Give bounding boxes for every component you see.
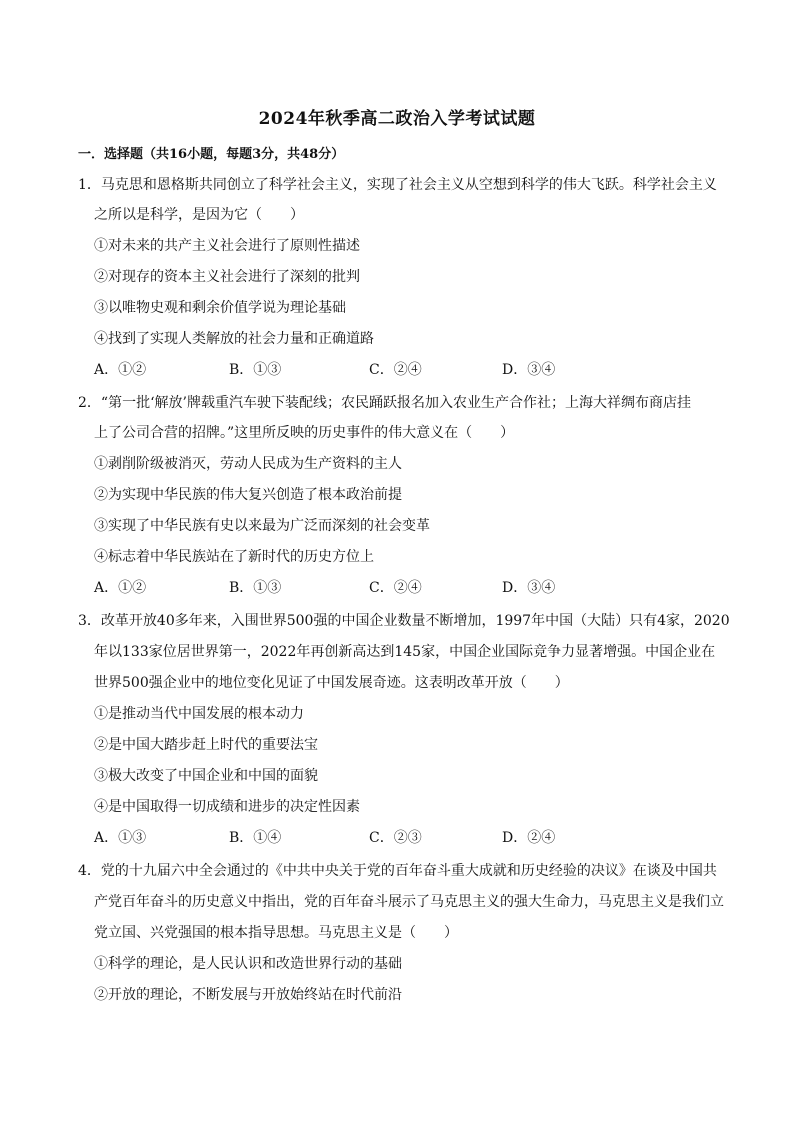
question-2-option-1: ①剥削阶级被消灭，劳动人民成为生产资料的主人 bbox=[94, 456, 402, 472]
question-1-choice-d: D．③④ bbox=[502, 362, 556, 378]
section-heading: 一．选择题（共16小题，每题3分，共48分） bbox=[78, 147, 345, 162]
question-1-option-3: ③以唯物史观和剩余价值学说为理论基础 bbox=[94, 300, 346, 316]
question-1-option-1: ①对未来的共产主义社会进行了原则性描述 bbox=[94, 238, 360, 254]
exam-title: 2024年秋季高二政治入学考试试题 bbox=[258, 109, 536, 129]
question-1-option-4: ④找到了实现人类解放的社会力量和正确道路 bbox=[94, 331, 374, 347]
question-3-choice-c: C．②③ bbox=[369, 830, 422, 846]
question-1-choice-c: C．②④ bbox=[369, 362, 422, 378]
question-3-stem-line-1: 3．改革开放40多年来，入围世界500强的中国企业数量不断增加，1997年中国（大陆）只有4家，2020 bbox=[78, 613, 730, 629]
question-4-option-2: ②开放的理论，不断发展与开放始终站在时代前沿 bbox=[94, 987, 402, 1003]
question-1-option-2: ②对现存的资本主义社会进行了深刻的批判 bbox=[94, 269, 360, 285]
question-3-stem-line-2: 年以133家位居世界第一，2022年再创新高达到145家，中国企业国际竞争力显著增强。中国企业在 bbox=[94, 644, 716, 660]
question-3-choice-b: B．①④ bbox=[229, 830, 282, 846]
question-3-option-1: ①是推动当代中国发展的根本动力 bbox=[94, 706, 304, 722]
question-3-option-3: ③极大改变了中国企业和中国的面貌 bbox=[94, 768, 318, 784]
question-2-choice-a: A．①② bbox=[94, 580, 147, 596]
question-3-choice-a: A．①③ bbox=[94, 830, 147, 846]
question-4-stem-line-1: 4．党的十九届六中全会通过的《中共中央关于党的百年奋斗重大成就和历史经验的决议》在谈及中国共 bbox=[78, 863, 717, 879]
question-2-option-3: ③实现了中华民族有史以来最为广泛而深刻的社会变革 bbox=[94, 518, 430, 534]
question-4-option-1: ①科学的理论，是人民认识和改造世界行动的基础 bbox=[94, 956, 402, 972]
question-3-stem-line-3: 世界500强企业中的地位变化见证了中国发展奇迹。这表明改革开放（ ） bbox=[94, 675, 569, 691]
question-4-stem-line-3: 党立国、兴党强国的根本指导思想。马克思主义是（ ） bbox=[94, 925, 458, 941]
question-1-stem-line-2: 之所以是科学，是因为它（ ） bbox=[94, 207, 304, 223]
question-3-choice-d: D．②④ bbox=[502, 830, 556, 846]
question-1-stem-line-1: 1．马克思和恩格斯共同创立了科学社会主义，实现了社会主义从空想到科学的伟大飞跃。科学社会主义 bbox=[78, 177, 717, 193]
question-4-stem-line-2: 产党百年奋斗的历史意义中指出，党的百年奋斗展示了马克思主义的强大生命力，马克思主义是我们立 bbox=[94, 894, 724, 910]
question-3-option-4: ④是中国取得一切成绩和进步的决定性因素 bbox=[94, 799, 360, 815]
question-2-option-2: ②为实现中华民族的伟大复兴创造了根本政治前提 bbox=[94, 487, 402, 503]
question-2-stem-line-1: 2．“第一批‘解放’牌载重汽车驶下装配线；农民踊跃报名加入农业生产合作社；上海大祥绸布商店挂 bbox=[78, 395, 691, 411]
question-2-choice-c: C．②④ bbox=[369, 580, 422, 596]
question-2-choice-d: D．③④ bbox=[502, 580, 556, 596]
question-3-option-2: ②是中国大踏步赶上时代的重要法宝 bbox=[94, 737, 318, 753]
question-2-stem-line-2: 上了公司合营的招牌。”这里所反映的历史事件的伟大意义在（ ） bbox=[94, 425, 515, 441]
question-1-choice-b: B．①③ bbox=[229, 362, 282, 378]
question-2-choice-b: B．①③ bbox=[229, 580, 282, 596]
question-2-option-4: ④标志着中华民族站在了新时代的历史方位上 bbox=[94, 549, 374, 565]
question-1-choice-a: A．①② bbox=[94, 362, 147, 378]
